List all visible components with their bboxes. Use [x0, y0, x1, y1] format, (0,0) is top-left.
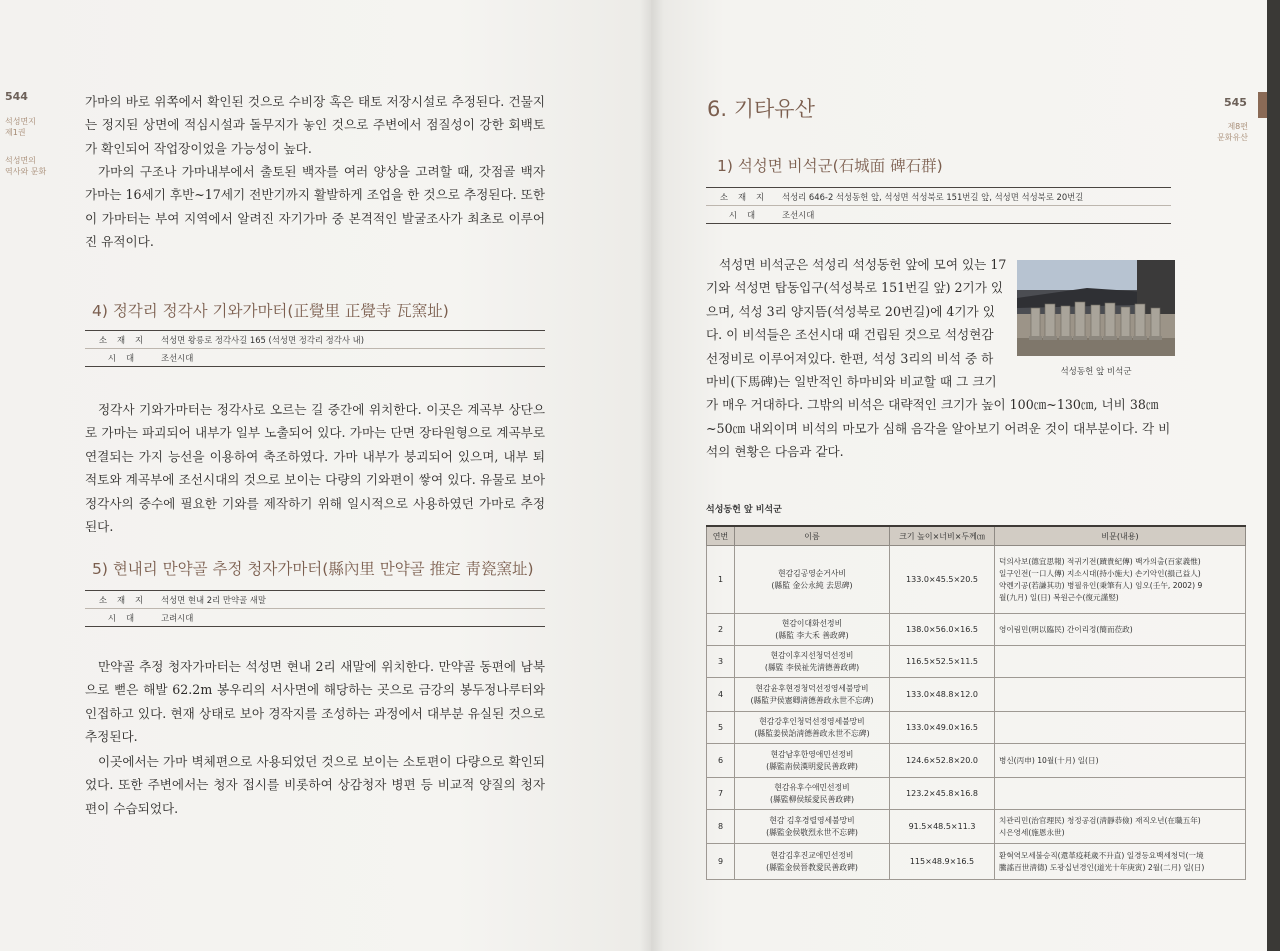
text-line: 으며, 석성 3리 양지뜸(석성북로 20번길)에 4기가 있 [706, 303, 995, 319]
name-line: 현감김공영순거사비 [778, 568, 846, 578]
cell-name [735, 844, 890, 880]
info-key: 시대 [85, 349, 161, 367]
page-number: 545 [1224, 96, 1247, 109]
info-value: 조선시대 [161, 349, 545, 367]
info-table [85, 590, 545, 627]
text-line: 마비(下馬碑)는 일반적인 하마비와 비교할 때 그 크기 [706, 374, 997, 390]
table-row [707, 744, 1246, 778]
inscription-line: 환혁역모세불승직(還革疫耗歲不升直) 일경등요백세청덕(一境 [999, 850, 1204, 860]
section-title: 4) 정각리 정각사 기와가마터(正覺里 正覺寺 瓦窯址) [92, 302, 449, 320]
cell-size: 133.0×49.0×16.5 [890, 712, 995, 744]
name-line: (縣監尹侯憲卿淸德善政永世不忘碑) [750, 695, 874, 705]
cell-inscription [995, 778, 1246, 810]
inscription-line: 일구인전(一口人傳) 지소시대(持小施大) 손기악인(損己益人) [999, 568, 1201, 578]
text-line: 석의 현황은 다음과 같다. [706, 444, 844, 460]
info-key: 소재지 [719, 191, 775, 202]
running-head-line: 석성면지 [5, 117, 36, 126]
text-line: ~50㎝ 내외이며 비석의 마모가 심해 음각을 알아보기 어려운 것이 대부분이다. 각 비 [706, 420, 1171, 436]
cell-inscription [995, 546, 1246, 614]
name-line: 현감유후수애민선정비 [774, 782, 850, 792]
info-key: 소재지 [98, 594, 154, 605]
running-head-line: 역사와 문화 [5, 167, 47, 176]
cell-name [735, 614, 890, 646]
info-key: 시대 [85, 609, 161, 627]
running-head-line: 문화유산 [1217, 133, 1248, 142]
inscription-line: 시은영세(施恩永世) [999, 827, 1065, 837]
cell-name [735, 810, 890, 844]
column-header: 크기 높이×너비×두께㎝ [890, 526, 995, 546]
cell-name [735, 678, 890, 712]
cell-number: 9 [707, 844, 735, 880]
inscription-line: 치관리민(治官理民) 청정공검(淸靜恭儉) 재직오년(在職五年) [999, 815, 1201, 825]
column-header: 이름 [735, 526, 890, 546]
cell-name [735, 546, 890, 614]
info-value: 석성면 왕릉로 정각사길 165 (석성면 정각리 정각사 내) [161, 334, 364, 345]
name-line: (縣監 金公永純 去思碑) [771, 580, 853, 590]
running-head [5, 116, 46, 177]
cell-inscription [995, 844, 1246, 880]
stele-photo-image [1017, 260, 1175, 356]
book-gutter [640, 0, 664, 951]
cell-name [735, 744, 890, 778]
name-line: 현감강후인청덕선정영세불망비 [759, 716, 865, 726]
info-table [706, 187, 1171, 224]
text-line: 선정비로 이루어져있다. 한편, 석성 3리의 비석 중 하 [706, 350, 994, 366]
cell-size: 124.6×52.8×20.0 [890, 744, 995, 778]
name-line: (縣監金侯敬烈永世不忘碑) [766, 827, 858, 837]
name-line: 현감이대화선정비 [781, 618, 843, 628]
cell-number: 7 [707, 778, 735, 810]
inscription-line: 약롄기공(若謙其功) 병필유인(秉筆有人) 임오(壬午, 2002) 9 [999, 580, 1203, 590]
table-header-row [707, 526, 1246, 546]
table-row [707, 614, 1246, 646]
page-number: 544 [5, 90, 28, 103]
name-line: 현감김후진교애민선정비 [770, 850, 854, 860]
section-title: 5) 현내리 만약골 추정 청자가마터(縣內里 만약골 推定 靑瓷窯址) [92, 560, 534, 578]
name-line: (縣監南侯漢明愛民善政碑) [766, 761, 858, 771]
cell-name [735, 712, 890, 744]
cell-inscription [995, 810, 1246, 844]
cell-number: 5 [707, 712, 735, 744]
info-value: 석성면 현내 2리 만약골 새말 [161, 594, 266, 605]
name-line: 현감이후지선청덕선정비 [770, 650, 854, 660]
cell-inscription [995, 712, 1246, 744]
cell-name [735, 646, 890, 678]
running-head-line: 석성면의 [5, 156, 36, 165]
body-paragraph: 이곳에서는 가마 벽체편으로 사용되었던 것으로 보이는 소토편이 다량으로 확인되었다. 또한 주변에서는 청자 접시를 비롯하여 상감청자 병편 등 비교적 양질의 청자편이 수습되었다. [85, 754, 545, 816]
text-line: 다. 이 비석들은 조선시대 때 건립된 것으로 석성현감 [706, 327, 994, 343]
table-row [707, 546, 1246, 614]
table-row [707, 844, 1246, 880]
cell-number: 8 [707, 810, 735, 844]
body-paragraph: 정각사 기와가마터는 정각사로 오르는 길 중간에 위치한다. 이곳은 계곡부 상단으로 가마는 파괴되어 내부가 일부 노출되어 있다. 가마는 단면 장타원형으로 계곡부로 연결되는 가지 능선을 이용하여 축조하였다. 가마 내부가 붕괴되어 있으며, 내부 퇴적토와 계곡부에 조선시대의 것으로 보이는 다량의 기와편이 쌓여 있다. 유물로 보아 정각사의 중수에 필요한 기와를 제작하기 위해 일시적으로 사용하였던 가마로 추정된다. [85, 402, 545, 535]
name-line: 현감 김후경렬영세불망비 [769, 815, 855, 825]
cell-inscription [995, 614, 1246, 646]
name-line: (縣監姜侯詒淸德善政永世不忘碑) [754, 728, 870, 738]
stele-table [706, 525, 1246, 880]
text-line: 석성면 비석군은 석성리 석성동헌 앞에 모여 있는 17 [719, 257, 1007, 272]
body-paragraph: 가마의 구조나 가마내부에서 출토된 백자를 여러 양상을 고려할 때, 갓점골 백자 가마는 16세기 후반~17세기 전반기까지 활발하게 조업을 한 것으로 추정된다. 또한 이 가마터는 부여 지역에서 알려진 자기가마 중 본격적인 발굴조사가 최초로 이루어진 유적이다. [85, 164, 545, 250]
inscription-line: 騰謠百世淸德) 도광십년경인(道光十年庚寅) 2월(二月) 일(日) [999, 862, 1205, 872]
cell-inscription [995, 744, 1246, 778]
column-header: 비문(내용) [995, 526, 1246, 546]
cell-number: 3 [707, 646, 735, 678]
table-row [707, 678, 1246, 712]
table-title: 석성동헌 앞 비석군 [706, 505, 782, 515]
running-head [1213, 121, 1248, 143]
body-paragraph: 만약골 추정 청자가마터는 석성면 현내 2리 새말에 위치한다. 만약골 동편에 남북으로 뻗은 해발 62.2m 봉우리의 서사면에 해당하는 곳으로 금강의 봉두정나루터와 인접하고 있다. 현재 상태로 보아 경작지를 조성하는 과정에서 대부분 유실된 것으로 추정된다. [85, 659, 545, 745]
cell-inscription [995, 646, 1246, 678]
cell-size: 116.5×52.5×11.5 [890, 646, 995, 678]
cell-number: 2 [707, 614, 735, 646]
cell-size: 123.2×45.8×16.8 [890, 778, 995, 810]
column-header: 연번 [707, 526, 735, 546]
text-line: 기와 석성면 탑동입구(석성북로 151번길 앞) 2기가 있 [706, 280, 1004, 296]
info-value: 석성리 646-2 석성동헌 앞, 석성면 석성북로 151번길 앞, 석성면 석성북로 20번길 [782, 191, 1084, 202]
running-head-line: 제8편 [1227, 122, 1248, 131]
table-row [707, 810, 1246, 844]
name-line: 현감윤후현경청덕선정영세불망비 [755, 683, 869, 693]
cell-size: 133.0×45.5×20.5 [890, 546, 995, 614]
info-key: 소재지 [98, 334, 154, 345]
cell-number: 6 [707, 744, 735, 778]
cell-size: 133.0×48.8×12.0 [890, 678, 995, 712]
inscription-line: 덕의사보(德宜思報) 적귀기전(蹟貴紀傳) 백가의출(百家義惟) [999, 556, 1201, 566]
photo-caption: 석성동헌 앞 비석군 [1060, 367, 1132, 377]
name-line: (縣監柳侯綏愛民善政碑) [769, 794, 855, 804]
name-line: (縣監金侯晉教愛民善政碑) [766, 862, 858, 872]
cell-size: 138.0×56.0×16.5 [890, 614, 995, 646]
table-row [707, 646, 1246, 678]
stele-photo [1017, 260, 1175, 356]
cell-name [735, 778, 890, 810]
info-table [85, 330, 545, 367]
info-key: 시대 [706, 206, 782, 224]
cell-inscription [995, 678, 1246, 712]
chapter-title: 6. 기타유산 [707, 97, 815, 121]
cell-size: 115×48.9×16.5 [890, 844, 995, 880]
table-row [707, 712, 1246, 744]
page-edge [1267, 0, 1280, 951]
text-line: 가 매우 거대하다. 그밖의 비석은 대략적인 크기가 높이 100㎝~130㎝, 너비 38㎝ [706, 397, 1159, 413]
cell-number: 1 [707, 546, 735, 614]
cell-size: 91.5×48.5×11.3 [890, 810, 995, 844]
info-value: 고려시대 [161, 609, 545, 627]
cell-number: 4 [707, 678, 735, 712]
section-title: 1) 석성면 비석군(石城面 碑石群) [717, 157, 943, 175]
inscription-line: 영이림민(明以臨民) 간이리정(簡而莅政) [999, 624, 1133, 634]
table-row [707, 778, 1246, 810]
inscription-line: 월(九月) 일(日) 복원근수(復元謹竪) [999, 592, 1119, 602]
body-paragraph: 가마의 바로 위쪽에서 확인된 것으로 수비장 혹은 태토 저장시설로 추정된다. 건물지는 정지된 상면에 적심시설과 돌무지가 놓인 것으로 주변에서 점질성이 강한 회백토가 확인되어 작업장이었을 가능성이 높다. [85, 94, 545, 156]
name-line: 현감남후한영애민선정비 [770, 749, 854, 759]
inscription-line: 병신(丙申) 10월(十月) 일(日) [999, 755, 1099, 765]
name-line: (縣監 李大禾 善政碑) [775, 630, 849, 640]
name-line: (縣監 李侯祉先淸德善政碑) [764, 662, 860, 672]
running-head-line: 제1권 [5, 128, 26, 137]
info-value: 조선시대 [782, 206, 1171, 224]
